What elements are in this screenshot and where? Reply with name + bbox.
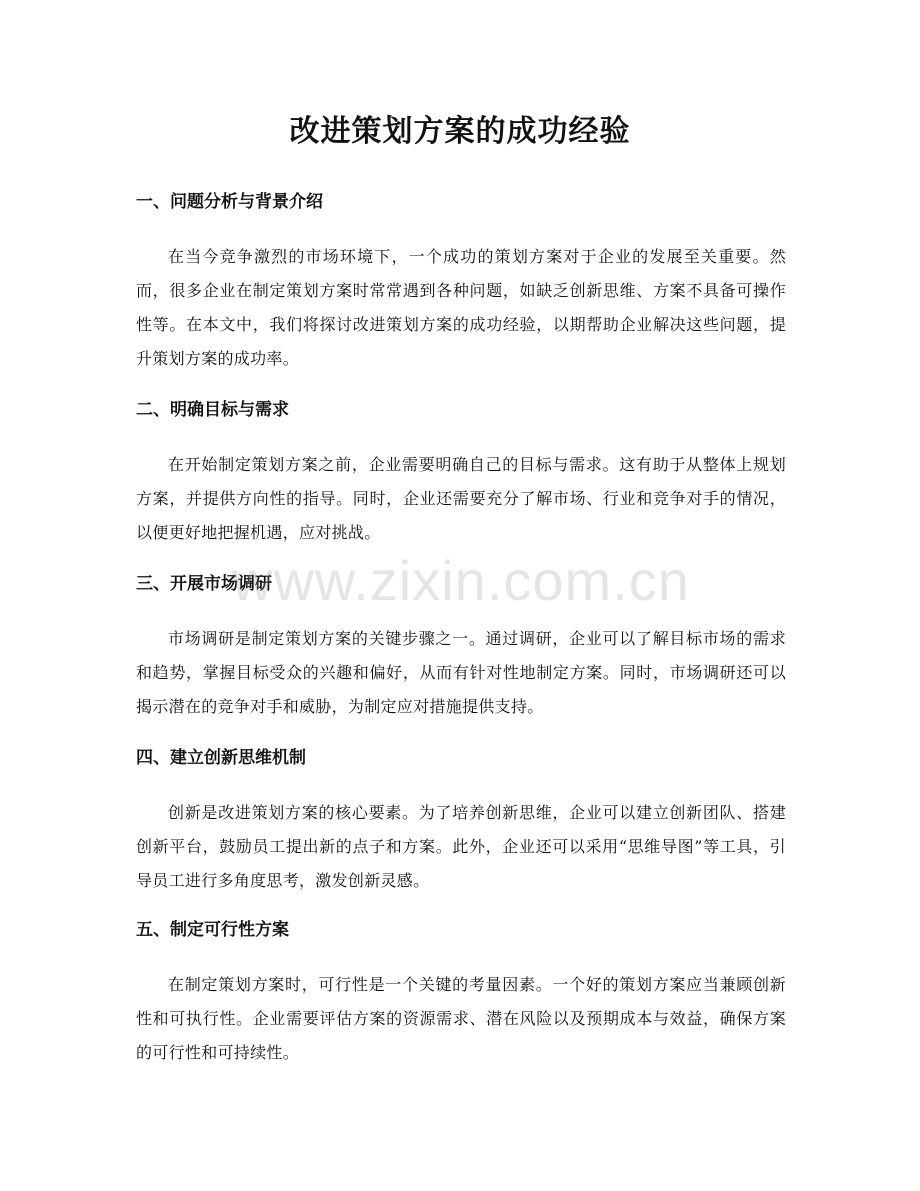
section-heading: 四、建立创新思维机制 [136,748,306,768]
section-innovation-mechanism [136,746,786,898]
section-heading: 一、问题分析与背景介绍 [136,192,323,212]
section-heading: 五、制定可行性方案 [136,920,289,940]
watermark: www.zixin.com.cn [232,549,690,612]
section-paragraph: 在制定策划方案时，可行性是一个关键的考量因素。一个好的策划方案应当兼顾创新性和可执行性。企业需要评估方案的资源需求、潜在风险以及预期成本与效益，确保方案的可行性和可持续性。 [136,975,786,1062]
section-heading: 三、开展市场调研 [136,574,272,594]
section-paragraph: 创新是改进策划方案的核心要素。为了培养创新思维，企业可以建立创新团队、搭建创新平台，鼓励员工提出新的点子和方案。此外，企业还可以采用“思维导图”等工具，引导员工进行多角度思考，激发创新灵感。 [136,803,786,890]
section-heading: 二、明确目标与需求 [136,400,289,420]
section-paragraph: 在开始制定策划方案之前，企业需要明确自己的目标与需求。这有助于从整体上规划方案，并提供方向性的指导。同时，企业还需要充分了解市场、行业和竞争对手的情况，以便更好地把握机遇，应对挑战。 [136,455,786,542]
section-feasibility-plan [136,918,786,1070]
section-paragraph: 市场调研是制定策划方案的关键步骤之一。通过调研，企业可以了解目标市场的需求和趋势，掌握目标受众的兴趣和偏好，从而有针对性地制定方案。同时，市场调研还可以揭示潜在的竞争对手和威胁，为制定应对措施提供支持。 [136,629,786,716]
section-paragraph: 在当今竞争激烈的市场环境下，一个成功的策划方案对于企业的发展至关重要。然而，很多企业在制定策划方案时常常遇到各种问题，如缺乏创新思维、方案不具备可操作性等。在本文中，我们将探讨改进策划方案的成功经验，以期帮助企业解决这些问题，提升策划方案的成功率。 [136,247,786,368]
section-problem-analysis [136,190,786,376]
section-goals-needs [136,398,786,550]
document-title: 改进策划方案的成功经验 [289,114,631,149]
section-market-research [136,572,786,724]
